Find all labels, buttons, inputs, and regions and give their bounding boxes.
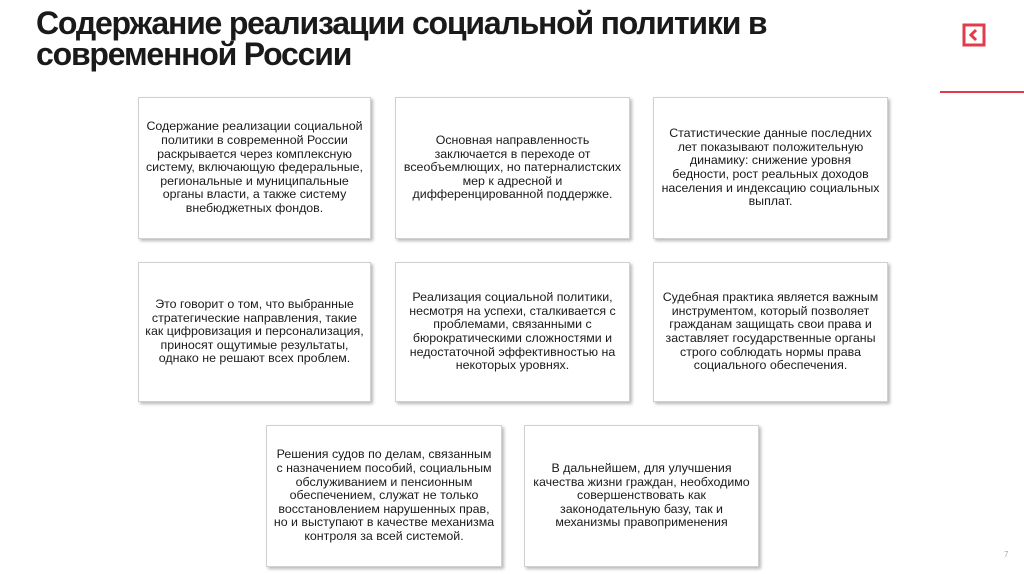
content-box-8	[524, 425, 759, 567]
content-box-6	[653, 262, 888, 402]
content-box-text: Основная направленность заключается в переходе от всеобъемлющих, но патерналистских мер к адресной и дифференцированной поддержке.	[403, 133, 622, 202]
content-box-2	[395, 97, 630, 239]
content-box-1	[138, 97, 371, 239]
content-box-text: Реализация социальной политики, несмотря на успехи, сталкивается с проблемами, связанными с бюрократическими сложностями и недостаточной эффективностью на некоторых уровнях.	[409, 290, 616, 373]
content-box-4	[138, 262, 371, 402]
content-box-3	[653, 97, 888, 239]
content-box-7	[266, 425, 502, 567]
page-title: Содержание реализации социальной политики в современной России	[36, 5, 767, 72]
page-number: 7	[1004, 550, 1009, 559]
content-box-text: Это говорит о том, что выбранные стратегические направления, такие как цифровизация и персонализация, приносят ощутимые результаты, однако не решают всех проблем.	[145, 297, 364, 366]
content-box-text: Решения судов по делам, связанным с назначением пособий, социальным обслуживанием и пенсионным обеспечением, служат не только восстановлением нарушенных прав, но и выступают в качестве механизма контроля за всей системой.	[273, 447, 495, 543]
accent-divider	[940, 91, 1024, 93]
content-box-text: Судебная практика является важным инструментом, который позволяет гражданам защищать свои права и заставляет государственные органы строго соблюдать нормы права социального обеспечения.	[662, 290, 879, 373]
content-box-5	[395, 262, 630, 402]
back-arrow-icon[interactable]	[962, 23, 986, 47]
content-box-text: Содержание реализации социальной политики в современной России раскрывается через комплексную систему, включающую федеральные, региональные и муниципальные органы власти, а также систему внебюджетных фондов.	[145, 119, 364, 215]
content-box-text: В дальнейшем, для улучшения качества жизни граждан, необходимо совершенствовать как законодательную базу, так и механизмы правоприменения	[533, 461, 750, 530]
content-box-text: Статистические данные последних лет показывают положительную динамику: снижение уровня бедности, рост реальных доходов населения и индексацию социальных выплат.	[661, 126, 880, 209]
